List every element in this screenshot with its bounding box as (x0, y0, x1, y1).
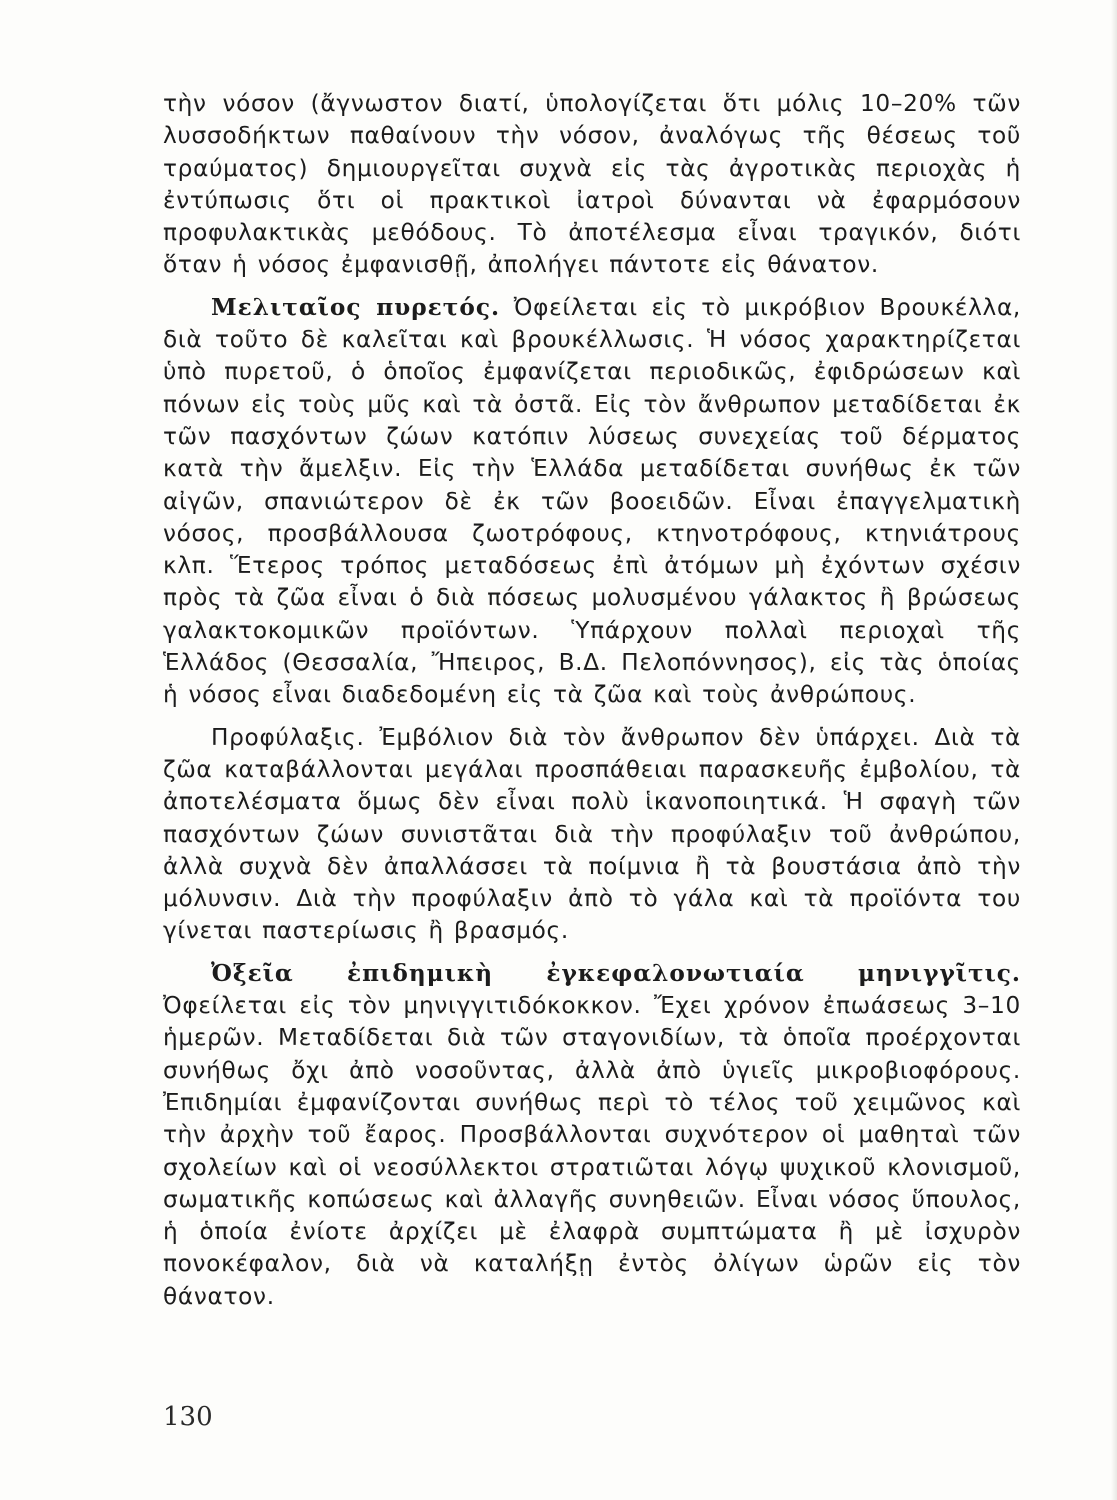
paragraph-text: Ὀφείλεται εἰς τὸν μηνιγγιτιδόκοκκον. Ἔχει χρόνον ἐπωάσεως 3–10 ἡμερῶν. Μεταδίδεται διὰ τῶν σταγονιδίων, τὰ ὁποῖα προέρχονται συνήθως ὄχι ἀπὸ νοσοῦντας, ἀλλὰ ἀπὸ ὑγιεῖς μικροβιοφόρους. Ἐπιδημίαι ἐμφανίζονται συνήθως περὶ τὸ τέλος τοῦ χειμῶνος καὶ τὴν ἀρχὴν τοῦ ἔαρος. Προσβάλλονται συχνότερον οἱ μαθηταὶ τῶν σχολείων καὶ οἱ νεοσύλλεκτοι στρατιῶται λόγῳ ψυχικοῦ κλονισμοῦ, σωματικῆς κοπώσεως καὶ ἀλλαγῆς συνηθειῶν. Εἶναι νόσος ὕπουλος, ἡ ὁποία ἐνίοτε ἀρχίζει μὲ ἐλαφρὰ συμπτώματα ἢ μὲ ἰσχυρὸν πονοκέφαλον, διὰ νὰ καταλήξῃ ἐντὸς ὀλίγων ὡρῶν εἰς τὸν θάνατον. (163, 992, 1021, 1310)
section-heading-brucellosis: Μελιταῖος πυρετός. (211, 293, 501, 321)
page-number: 130 (163, 1402, 213, 1432)
paragraph-brucellosis (163, 292, 1021, 712)
paragraph-prophylaxis (163, 722, 1021, 948)
paragraph-text: τὴν νόσον (ἄγνωστον διατί, ὑπολογίζεται ὅτι μόλις 10–20% τῶν λυσσοδήκτων παθαίνουν τὴν νόσον, ἀναλόγως τῆς θέσεως τοῦ τραύματος) δημιουργεῖται συχνὰ εἰς τὰς ἀγροτικὰς περιοχὰς ἡ ἐντύπωσις ὅτι οἱ πρακτικοὶ ἰατροὶ δύνανται νὰ ἐφαρμόσουν προφυλακτικὰς μεθόδους. Τὸ ἀποτέλεσμα εἶναι τραγικόν, διότι ὅταν ἡ νόσος ἐμφανισθῇ, ἀπολήγει πάντοτε εἰς θάνατον. (163, 90, 1021, 279)
paragraph-rabies-continuation (163, 88, 1021, 282)
paragraph-meningitis (163, 958, 1021, 1313)
paragraph-text: Προφύλαξις. Ἐμβόλιον διὰ τὸν ἄνθρωπον δὲν ὑπάρχει. Διὰ τὰ ζῶα καταβάλλονται μεγάλαι προσπάθειαι παρασκευῆς ἐμβολίου, τὰ ἀποτελέσματα ὅμως δὲν εἶναι πολὺ ἱκανοποιητικά. Ἡ σφαγὴ τῶν πασχόντων ζώων συνιστᾶται διὰ τὴν προφύλαξιν τοῦ ἀνθρώπου, ἀλλὰ συχνὰ δὲν ἀπαλλάσσει τὰ ποίμνια ἢ τὰ βουστάσια ἀπὸ τὴν μόλυνσιν. Διὰ τὴν προφύλαξιν ἀπὸ τὸ γάλα καὶ τὰ προϊόντα του γίνεται παστερίωσις ἢ βρασμός. (163, 723, 1021, 945)
page-edge-shadow (1111, 0, 1117, 1500)
section-heading-meningitis: Ὀξεῖα ἐπιδημικὴ ἐγκεφαλονωτιαία μηνιγγῖτις. (211, 959, 1021, 987)
paragraph-text: Ὀφείλεται εἰς τὸ μικρόβιον Βρουκέλλα, διὰ τοῦτο δὲ καλεῖται καὶ βρουκέλλωσις. Ἡ νόσος χαρακτηρίζεται ὑπὸ πυρετοῦ, ὁ ὁποῖος ἐμφανίζεται περιοδικῶς, ἐφιδρώσεων καὶ πόνων εἰς τοὺς μῦς καὶ τὰ ὀστᾶ. Εἰς τὸν ἄνθρωπον μεταδίδεται ἐκ τῶν πασχόντων ζώων κατόπιν λύσεως συνεχείας τοῦ δέρματος κατὰ τὴν ἄμελξιν. Εἰς τὴν Ἑλλάδα μεταδίδεται συνήθως ἐκ τῶν αἰγῶν, σπανιώτερον δὲ ἐκ τῶν βοοειδῶν. Εἶναι ἐπαγγελματικὴ νόσος, προσβάλλουσα ζωοτρόφους, κτηνοτρόφους, κτηνιάτρους κλπ. Ἕτερος τρόπος μεταδόσεως ἐπὶ ἀτόμων μὴ ἐχόντων σχέσιν πρὸς τὰ ζῶα εἶναι ὁ διὰ πόσεως μολυσμένου γάλακτος ἢ βρώσεως γαλακτοκομικῶν προϊόντων. Ὑπάρχουν πολλαὶ περιοχαὶ τῆς Ἑλλάδος (Θεσσαλία, Ἤπειρος, Β.Δ. Πελοπόννησος), εἰς τὰς ὁποίας ἡ νόσος εἶναι διαδεδομένη εἰς τὰ ζῶα καὶ τοὺς ἀνθρώπους. (163, 293, 1021, 709)
body-text (163, 88, 1021, 1323)
